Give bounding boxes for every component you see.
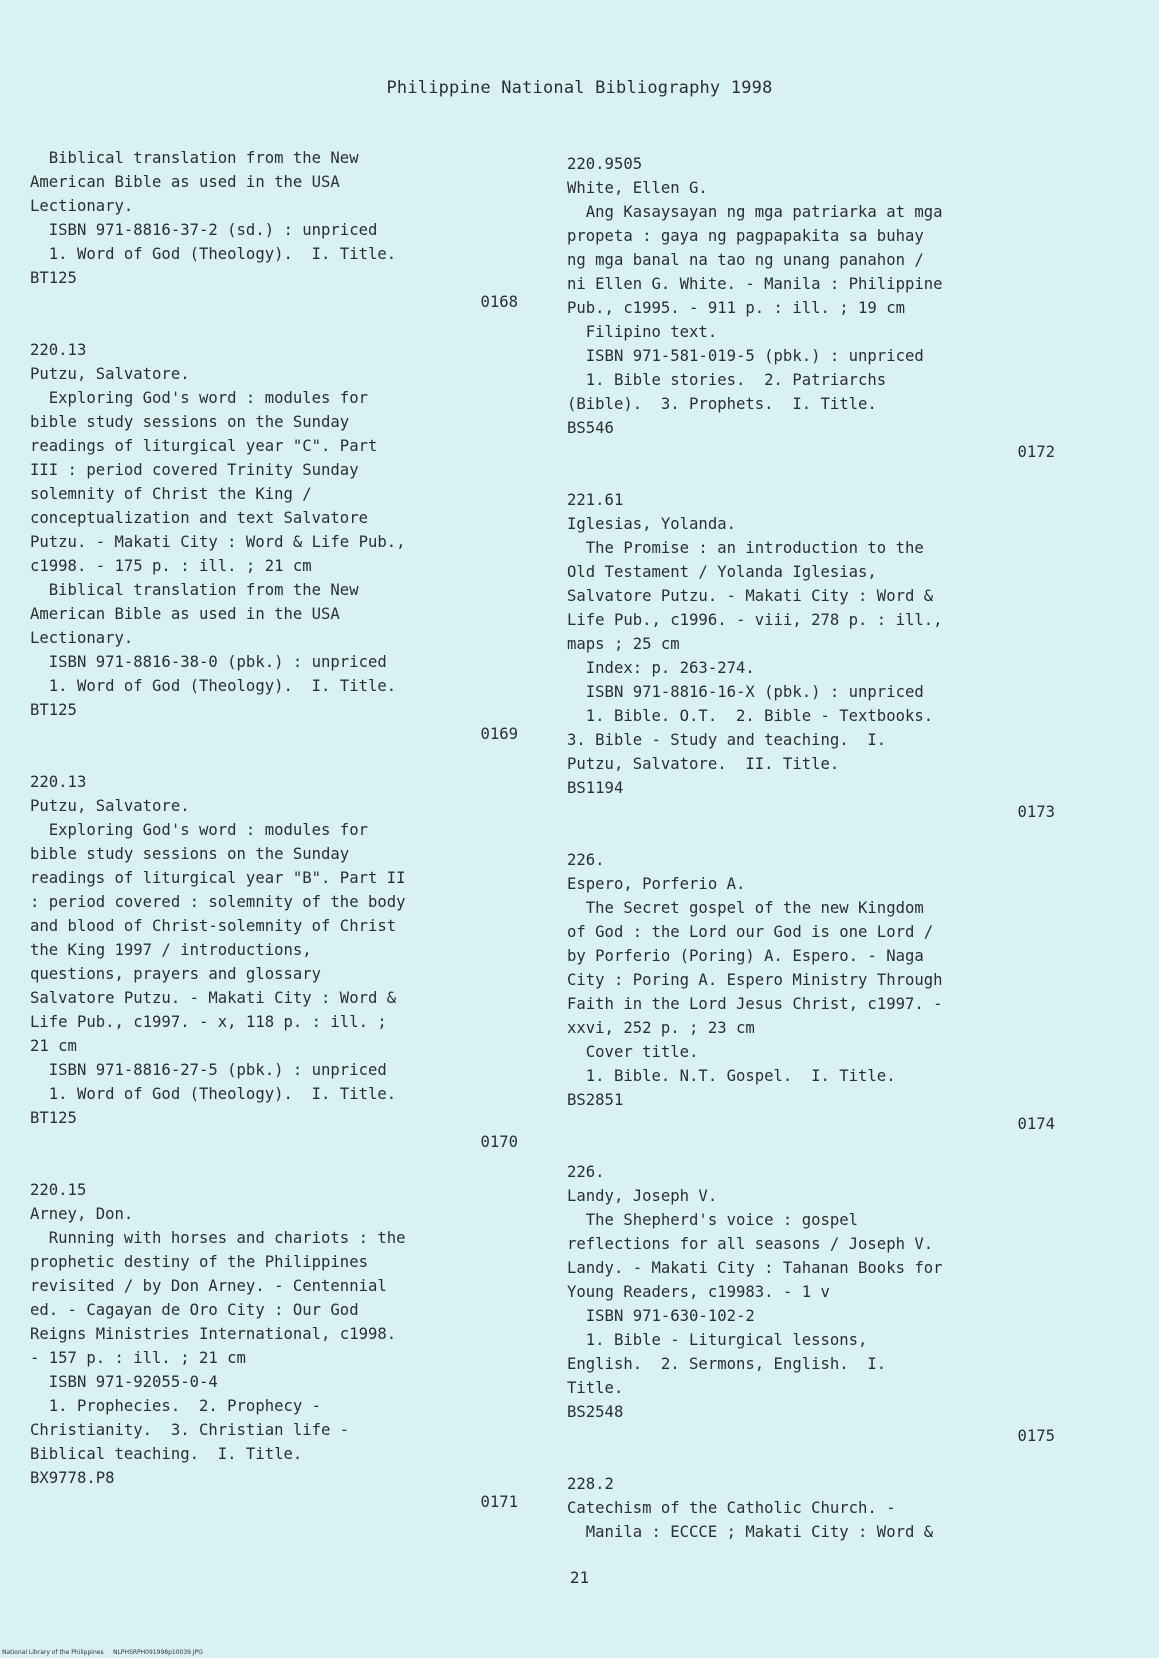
right-column (567, 152, 1057, 1544)
entry-line: Young Readers, c19983. - 1 v (567, 1283, 830, 1301)
entry-number: 0174 (1017, 1115, 1055, 1133)
entry-line: 1. Word of God (Theology). I. Title. (30, 1085, 397, 1103)
entry-line: BS2548 (567, 1403, 624, 1421)
entry-line: Exploring God's word : modules for (30, 821, 368, 839)
entry-line: maps ; 25 cm (567, 635, 680, 653)
entry-line: American Bible as used in the USA (30, 605, 340, 623)
entry-line: Catechism of the Catholic Church. - (567, 1499, 896, 1517)
entry-line: Biblical translation from the New (30, 581, 359, 599)
entry-line: Putzu, Salvatore. II. Title. (567, 755, 840, 773)
entry-line: readings of liturgical year "B". Part II (30, 869, 406, 887)
entry-line: ISBN 971-630-102-2 (567, 1307, 755, 1325)
bibliography-entry (30, 770, 520, 1154)
entry-line: 1. Prophecies. 2. Prophecy - (30, 1397, 322, 1415)
entry-line: Filipino text. (567, 323, 718, 341)
entry-line: ISBN 971-8816-37-2 (sd.) : unpriced (30, 221, 378, 239)
bibliography-entry (567, 488, 1057, 824)
entry-line: BS546 (567, 419, 614, 437)
entry-line: 1. Bible. N.T. Gospel. I. Title. (567, 1067, 896, 1085)
entry-line: reflections for all seasons / Joseph V. (567, 1235, 934, 1253)
entry-line: solemnity of Christ the King / (30, 485, 312, 503)
page-title: Philippine National Bibliography 1998 (386, 78, 773, 98)
entry-line: Faith in the Lord Jesus Christ, c1997. - (567, 995, 943, 1013)
entry-line: Old Testament / Yolanda Iglesias, (567, 563, 877, 581)
entry-line: Index: p. 263-274. (567, 659, 755, 677)
entry-line: ISBN 971-581-019-5 (pbk.) : unpriced (567, 347, 924, 365)
entry-line: BT125 (30, 269, 77, 287)
entry-line: Iglesias, Yolanda. (567, 515, 736, 533)
entry-line: 1. Word of God (Theology). I. Title. (30, 677, 397, 695)
entry-spacer (567, 1136, 1057, 1160)
entry-line: 226. (567, 1163, 605, 1181)
entry-number: 0172 (1017, 443, 1055, 461)
entry-line: Landy. - Makati City : Tahanan Books for (567, 1259, 943, 1277)
entry-spacer (30, 746, 520, 770)
entry-line: 1. Word of God (Theology). I. Title. (30, 245, 397, 263)
entry-line: (Bible). 3. Prophets. I. Title. (567, 395, 877, 413)
entry-line: Espero, Porferio A. (567, 875, 746, 893)
entry-line: White, Ellen G. (567, 179, 708, 197)
bibliography-entry (567, 1160, 1057, 1448)
entry-line: by Porferio (Poring) A. Espero. - Naga (567, 947, 924, 965)
entry-line: ISBN 971-8816-38-0 (pbk.) : unpriced (30, 653, 387, 671)
entry-line: Arney, Don. (30, 1205, 134, 1223)
bibliography-entry (567, 848, 1057, 1136)
entry-line: c1998. - 175 p. : ill. ; 21 cm (30, 557, 312, 575)
entry-line: : period covered : solemnity of the body (30, 893, 406, 911)
entry-line: ni Ellen G. White. - Manila : Philippine (567, 275, 943, 293)
entry-line: BT125 (30, 701, 77, 719)
entry-line: City : Poring A. Espero Ministry Through (567, 971, 943, 989)
entry-line: 220.13 (30, 773, 87, 791)
entry-line: 220.13 (30, 341, 87, 359)
entry-line: Exploring God's word : modules for (30, 389, 368, 407)
entry-line: American Bible as used in the USA (30, 173, 340, 191)
entry-number: 0175 (1017, 1427, 1055, 1445)
entry-line: 228.2 (567, 1475, 614, 1493)
entry-spacer (30, 1154, 520, 1178)
entry-line: xxvi, 252 p. ; 23 cm (567, 1019, 755, 1037)
entry-line: 1. Bible - Liturgical lessons, (567, 1331, 868, 1349)
entry-line: - 157 p. : ill. ; 21 cm (30, 1349, 246, 1367)
left-column (30, 146, 520, 1514)
entry-line: Running with horses and chariots : the (30, 1229, 406, 1247)
entry-line: ed. - Cagayan de Oro City : Our God (30, 1301, 359, 1319)
entry-line: Cover title. (567, 1043, 699, 1061)
entry-spacer (567, 1448, 1057, 1472)
entry-line: The Shepherd's voice : gospel (567, 1211, 859, 1229)
entry-line: Salvatore Putzu. - Makati City : Word & (567, 587, 934, 605)
entry-line: Salvatore Putzu. - Makati City : Word & (30, 989, 397, 1007)
entry-line: questions, prayers and glossary (30, 965, 322, 983)
entry-number: 0173 (1017, 803, 1055, 821)
entry-line: Life Pub., c1996. - viii, 278 p. : ill., (567, 611, 943, 629)
entry-line: Lectionary. (30, 629, 134, 647)
entry-line: bible study sessions on the Sunday (30, 845, 350, 863)
entry-line: Biblical teaching. I. Title. (30, 1445, 303, 1463)
entry-line: The Promise : an introduction to the (567, 539, 924, 557)
entry-spacer (567, 464, 1057, 488)
entry-line: Lectionary. (30, 197, 134, 215)
entry-line: revisited / by Don Arney. - Centennial (30, 1277, 387, 1295)
entry-line: Reigns Ministries International, c1998. (30, 1325, 397, 1343)
bibliography-entry (567, 1472, 1057, 1544)
entry-line: of God : the Lord our God is one Lord / (567, 923, 934, 941)
entry-line: BX9778.P8 (30, 1469, 115, 1487)
entry-line: prophetic destiny of the Philippines (30, 1253, 368, 1271)
entry-line: 1. Bible stories. 2. Patriarchs (567, 371, 887, 389)
entry-line: bible study sessions on the Sunday (30, 413, 350, 431)
entry-line: English. 2. Sermons, English. I. (567, 1355, 887, 1373)
entry-number: 0171 (480, 1493, 518, 1511)
entry-number: 0168 (480, 293, 518, 311)
bibliography-entry (30, 1178, 520, 1514)
entry-line: ng mga banal na tao ng unang panahon / (567, 251, 924, 269)
entry-spacer (30, 314, 520, 338)
entry-number: 0169 (480, 725, 518, 743)
footer-credit: National Library of the Philippines NLPHSRPH091998p10039.JPG (2, 1649, 203, 1656)
entry-line: III : period covered Trinity Sunday (30, 461, 359, 479)
entry-line: ISBN 971-8816-16-X (pbk.) : unpriced (567, 683, 924, 701)
entry-line: ISBN 971-8816-27-5 (pbk.) : unpriced (30, 1061, 387, 1079)
entry-line: conceptualization and text Salvatore (30, 509, 368, 527)
entry-line: Title. (567, 1379, 624, 1397)
entry-line: propeta : gaya ng pagpapakita sa buhay (567, 227, 924, 245)
entry-spacer (567, 824, 1057, 848)
entry-line: Pub., c1995. - 911 p. : ill. ; 19 cm (567, 299, 905, 317)
entry-line: BT125 (30, 1109, 77, 1127)
entry-line: Life Pub., c1997. - x, 118 p. : ill. ; (30, 1013, 387, 1031)
entry-line: Putzu, Salvatore. (30, 797, 190, 815)
entry-line: the King 1997 / introductions, (30, 941, 312, 959)
entry-line: Landy, Joseph V. (567, 1187, 718, 1205)
bibliography-entry (30, 146, 520, 314)
entry-line: and blood of Christ-solemnity of Christ (30, 917, 397, 935)
entry-line: BS2851 (567, 1091, 624, 1109)
entry-line: readings of liturgical year "C". Part (30, 437, 378, 455)
page-number: 21 (569, 1568, 590, 1587)
entry-line: The Secret gospel of the new Kingdom (567, 899, 924, 917)
entry-line: Putzu. - Makati City : Word & Life Pub., (30, 533, 406, 551)
entry-line: 220.15 (30, 1181, 87, 1199)
entry-line: 220.9505 (567, 155, 643, 173)
entry-line: Christianity. 3. Christian life - (30, 1421, 350, 1439)
entry-line: 221.61 (567, 491, 624, 509)
entry-line: 1. Bible. O.T. 2. Bible - Textbooks. (567, 707, 934, 725)
entry-line: Ang Kasaysayan ng mga patriarka at mga (567, 203, 943, 221)
entry-line: Putzu, Salvatore. (30, 365, 190, 383)
entry-line: BS1194 (567, 779, 624, 797)
entry-line: Manila : ECCCE ; Makati City : Word & (567, 1523, 934, 1541)
entry-line: ISBN 971-92055-0-4 (30, 1373, 218, 1391)
bibliography-entry (30, 338, 520, 746)
entry-line: 21 cm (30, 1037, 77, 1055)
bibliography-entry (567, 152, 1057, 464)
entry-line: 226. (567, 851, 605, 869)
entry-number: 0170 (480, 1133, 518, 1151)
entry-line: 3. Bible - Study and teaching. I. (567, 731, 887, 749)
entry-line: Biblical translation from the New (30, 149, 359, 167)
